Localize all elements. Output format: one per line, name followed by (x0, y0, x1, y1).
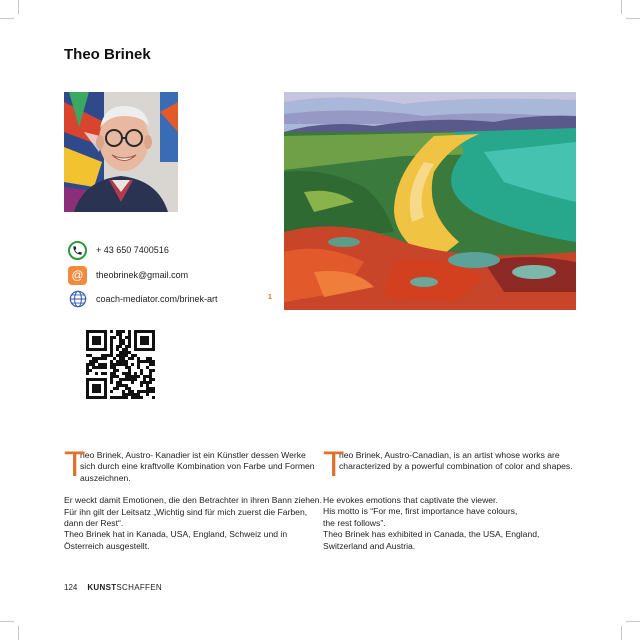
brand-rest: SCHAFFEN (116, 583, 162, 592)
website-text: coach-mediator.com/brinek-art (96, 294, 218, 304)
crop-mark (626, 621, 640, 622)
landscape-painting (284, 92, 576, 310)
german-paragraph: Theo Brinek hat in Kanada, USA, England, Schweiz und in Österreich ausgestellt. (64, 529, 288, 551)
english-paragraph: He evokes emotions that captivate the viewer. (323, 495, 498, 505)
crop-mark (621, 0, 622, 14)
dropcap: T (64, 445, 86, 484)
publication-brand (87, 583, 162, 592)
crop-mark (18, 0, 19, 14)
english-lead-text: heo Brinek, Austro-Canadian, is an artist whose works are characterized by a powerful combination of color and shapes. (339, 450, 573, 472)
page-footer (64, 583, 162, 592)
crop-mark (0, 18, 14, 19)
contact-email[interactable] (68, 265, 188, 285)
brand-bold: KUNST (87, 583, 117, 592)
crop-mark (626, 18, 640, 19)
contact-website[interactable] (68, 289, 218, 309)
german-text-column (64, 445, 322, 552)
page-number: 124 (64, 583, 78, 592)
dropcap: T (323, 445, 345, 484)
german-lead (64, 445, 322, 484)
crop-mark (621, 626, 622, 640)
english-paragraph: the rest follows”. (323, 517, 386, 528)
page-title: Theo Brinek (64, 46, 151, 63)
english-paragraph: Theo Brinek has exhibited in Canada, the USA, England, Switzerland and Austria. (323, 529, 540, 551)
email-icon: @ (68, 266, 87, 285)
qr-code[interactable] (86, 330, 155, 399)
english-paragraph: His motto is “For me, first importance have colours, (323, 506, 518, 517)
globe-icon (68, 290, 87, 309)
crop-mark (18, 626, 19, 640)
english-text-column (323, 445, 581, 552)
phone-text: + 43 650 7400516 (96, 245, 169, 255)
figure-number: 1 (268, 294, 272, 301)
english-lead (323, 445, 581, 484)
crop-mark (0, 621, 14, 622)
german-paragraph: Er weckt damit Emotionen, die den Betrachter in ihren Bann ziehen. Für ihn gilt der Leitsatz „Wichtig sind für mich zuerst die Farben, dann der Rest“. (64, 495, 322, 529)
email-text: theobrinek@gmail.com (96, 270, 189, 280)
german-lead-text: heo Brinek, Austro- Kanadier ist ein Künstler dessen Werke sich durch eine kraftvolle Kombination von Farbe und Formen auszeichnen. (80, 450, 315, 483)
phone-icon (68, 241, 87, 260)
artist-portrait (64, 92, 178, 212)
contact-phone[interactable] (68, 240, 169, 260)
